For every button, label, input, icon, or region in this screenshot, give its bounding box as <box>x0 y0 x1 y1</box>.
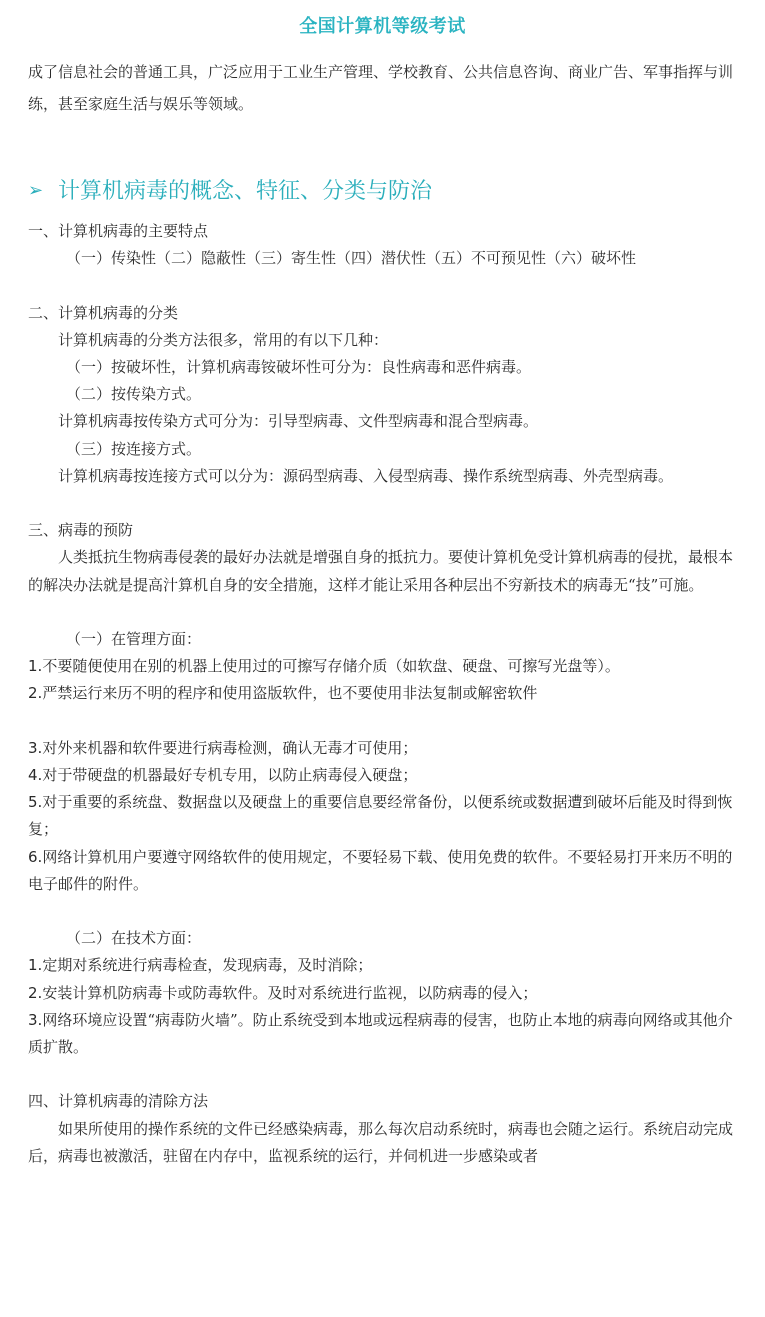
part2-category-2: （二）按传染方式。 <box>66 385 202 404</box>
list-item: 2.严禁运行来历不明的程序和使用盗版软件，也不要使用非法复制或解密软件 <box>28 684 538 703</box>
list-item: 6.网络计算机用户要遵守网络软件的使用规定，不要轻易下载、使用免费的软件。不要轻易打开来历不明的电子邮件的附件。 <box>28 847 733 893</box>
spacer <box>28 898 740 925</box>
intro-paragraph: 成了信息社会的普通工具，广泛应用于工业生产管理、学校教育、公共信息咨询、商业广告、军事指挥与训练，甚至家庭生活与娱乐等领域。 <box>28 63 734 113</box>
part3-technical-title: （二）在技术方面： <box>66 929 202 948</box>
page-header-title: 全国计算机等级考试 <box>299 16 466 37</box>
part2-intro: 计算机病毒的分类方法很多，常用的有以下几种： <box>58 330 389 349</box>
list-item: 5.对于重要的系统盘、数据盘以及硬盘上的重要信息要经常备份，以便系统或数据遭到破坏后能及时得到恢复； <box>28 793 733 839</box>
part2-category-3: （三）按连接方式。 <box>66 439 202 458</box>
list-item: 3.对外来机器和软件要进行病毒检测，确认无毒才可使用； <box>28 738 418 757</box>
section-heading <box>28 175 740 208</box>
part2-title: 二、计算机病毒的分类 <box>28 303 179 322</box>
part2-category-2-text: 计算机病毒按传染方式可分为：引导型病毒、文件型病毒和混合型病毒。 <box>58 412 539 431</box>
arrow-bullet-icon: ➢ <box>28 180 44 201</box>
part4-title: 四、计算机病毒的清除方法 <box>28 1092 209 1111</box>
part4-paragraph: 如果所使用的操作系统的文件已经感染病毒，那么每次启动系统时，病毒也会随之运行。系统启动完成后，病毒也被激活，驻留在内存中，监视系统的运行，并伺机进一步感染或者 <box>28 1119 734 1165</box>
part1-title: 一、计算机病毒的主要特点 <box>28 222 209 240</box>
section-heading-text: 计算机病毒的概念、特征、分类与防治 <box>58 179 433 204</box>
spacer <box>28 272 740 299</box>
list-item: 1.定期对系统进行病毒检查，发现病毒，及时消除； <box>28 956 373 975</box>
spacer <box>28 599 740 626</box>
part1-features: （一）传染性（二）隐蔽性（三）寄生性（四）潜伏性（五）不可预见性（六）破坏性 <box>66 249 637 268</box>
part3-paragraph: 人类抵抗生物病毒侵袭的最好办法就是增强自身的抵抗力。要使计算机免受计算机病毒的侵扰，最根本的解决办法就是提高汁算机自身的安全措施，这样才能让采用各种层出不穷新技术的病毒无“技”可施。 <box>28 548 734 594</box>
spacer <box>28 490 740 517</box>
list-item: 4.对于带硬盘的机器最好专机专用，以防止病毒侵入硬盘； <box>28 766 418 784</box>
part3-title: 三、病毒的预防 <box>28 521 134 540</box>
document-body <box>28 218 740 1170</box>
part2-category-3-text: 计算机病毒按连接方式可以分为：源码型病毒、入侵型病毒、操作系统型病毒、外壳型病毒。 <box>58 466 674 485</box>
list-item: 3.网络环境应设置“病毒防火墙”。防止系统受到本地或远程病毒的侵害，也防止本地的病毒向网络或其他介质扩散。 <box>28 1010 733 1057</box>
part2-category-1: （一）按破坏性，计算机病毒铵破坏性可分为：良性病毒和恶件病毒。 <box>66 358 532 376</box>
spacer <box>28 708 740 735</box>
part3-management-title: （一）在管理方面： <box>66 630 202 648</box>
list-item: 2.安装计算机防病毒卡或防毒软件。及时对系统进行监视，以防病毒的侵入； <box>28 983 538 1002</box>
list-item: 1.不要随便使用在别的机器上使用过的可擦写存储介质（如软盘、硬盘、可擦写光盘等）。 <box>28 657 620 676</box>
spacer <box>28 1061 740 1088</box>
